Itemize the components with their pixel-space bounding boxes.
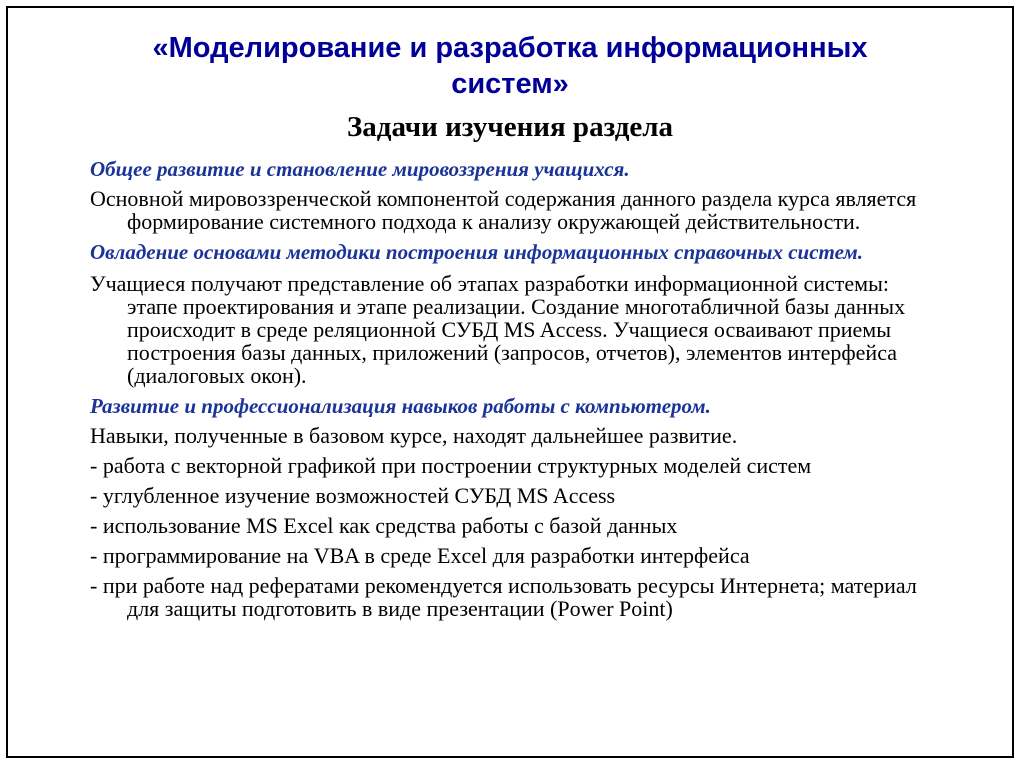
slide-subtitle: Задачи изучения раздела [346, 111, 674, 143]
list-item: - программирование на VBA в среде Excel для разработки интерфейса [90, 543, 750, 568]
section-body-worldview: Основной мировоззренческой компонентой содержания данного раздела курса является формирование системного подхода к анализу окружающей действительности. [90, 186, 917, 234]
content-area [90, 158, 942, 620]
title-block [8, 30, 1012, 144]
section-body-skills: Навыки, полученные в базовом курсе, находят дальнейшее развитие. [90, 423, 738, 448]
section-heading-methodology: Овладение основами методики построения информационных справочных систем. [90, 240, 864, 264]
list-item: - работа с векторной графикой при построении структурных моделей систем [90, 453, 812, 478]
section-heading-skills: Развитие и профессионализация навыков работы с компьютером. [90, 394, 711, 418]
slide-frame [6, 6, 1014, 758]
section-body-methodology: Учащиеся получают представление об этапах разработки информационной системы: этапе проектирования и этапе реализации. Создание многотабличной базы данных происходит в среде реляционной СУБД MS Access. Учащиеся осваивают приемы построения базы данных, приложений (запросов, отчетов), элементов интерфейса (диалоговых окон). [90, 271, 906, 388]
section-heading-worldview: Общее развитие и становление мировоззрения учащихся. [90, 157, 630, 181]
list-item: - при работе над рефератами рекомендуется использовать ресурсы Интернета; материал для защиты подготовить в виде презентации (Power Point) [90, 573, 917, 621]
list-item: - углубленное изучение возможностей СУБД MS Access [90, 483, 616, 508]
slide-title: «Моделирование и разработка информационных систем» [152, 32, 868, 100]
list-item: - использование MS Excel как средства работы с базой данных [90, 513, 678, 538]
